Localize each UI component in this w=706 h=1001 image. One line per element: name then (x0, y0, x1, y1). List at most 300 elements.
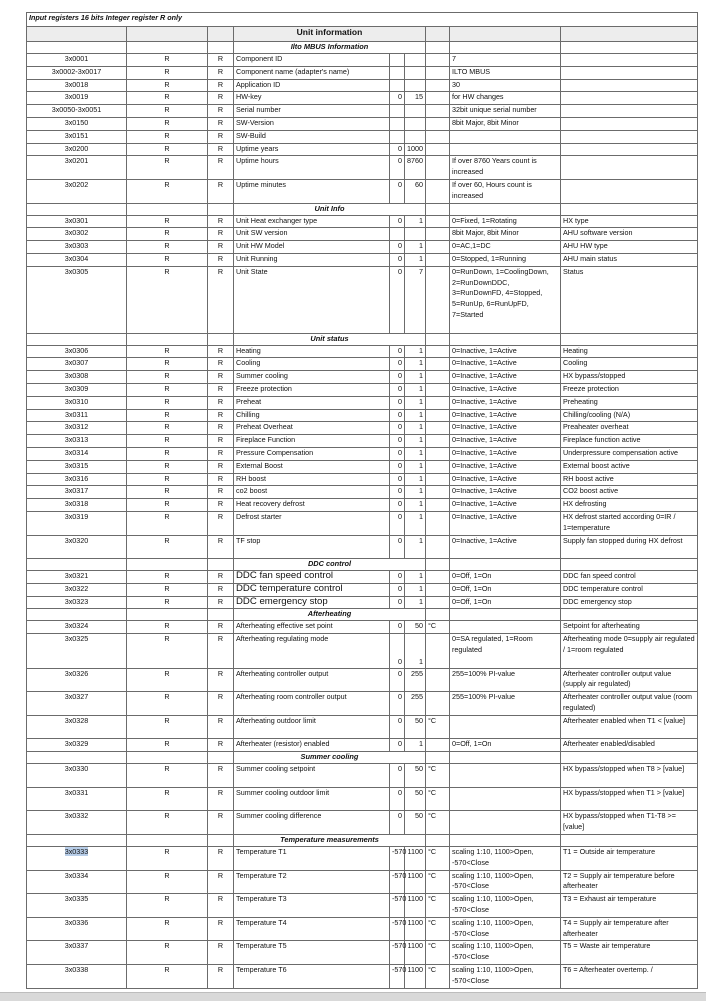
access-mode: R (208, 486, 234, 499)
access-mode: R (208, 473, 234, 486)
max-value: 1 (405, 371, 426, 384)
unit (426, 739, 450, 752)
access-type: R (127, 54, 208, 67)
value-description: for HW changes (450, 92, 561, 105)
register-name: Temperature T5 (234, 941, 390, 965)
register-address (27, 621, 127, 634)
empty-cell (127, 333, 208, 345)
access-mode: R (208, 668, 234, 692)
max-value: 1100 (405, 965, 426, 989)
empty-cell (208, 203, 234, 215)
min-value: 0 (390, 383, 405, 396)
register-address (27, 668, 127, 692)
register-note: Heating (561, 345, 698, 358)
access-type: R (127, 917, 208, 941)
register-address-text[interactable]: 3x0001 (64, 54, 89, 63)
register-name: Unit Running (234, 253, 390, 266)
register-address (27, 847, 127, 871)
register-address-text[interactable]: 3x0322 (64, 583, 89, 593)
max-value (405, 228, 426, 241)
access-mode: R (208, 571, 234, 584)
register-address-text[interactable]: 3x0313 (64, 435, 89, 445)
value-description: 0=Off, 1=On (450, 583, 561, 596)
max-value: 1 (405, 215, 426, 228)
register-address (27, 894, 127, 918)
register-address-text[interactable]: 3x0326 (64, 668, 89, 678)
max-value: 1100 (405, 847, 426, 871)
register-address (27, 941, 127, 965)
access-type: R (127, 894, 208, 918)
register-row (27, 583, 698, 596)
register-name: Afterheater (resistor) enabled (234, 739, 390, 752)
access-mode: R (208, 179, 234, 203)
section-row (27, 333, 698, 345)
empty-cell (208, 559, 234, 571)
register-address-text[interactable]: 3x0336 (64, 917, 89, 927)
min-value (390, 66, 405, 79)
value-description: 0=Inactive, 1=Active (450, 499, 561, 512)
register-address-text[interactable]: 3x0314 (64, 447, 89, 457)
register-name: Freeze protection (234, 383, 390, 396)
empty-cell (450, 42, 561, 54)
register-address-text[interactable]: 3x0308 (64, 371, 89, 381)
access-type: R (127, 460, 208, 473)
empty-cell (127, 609, 208, 621)
register-row (27, 941, 698, 965)
register-note (561, 117, 698, 130)
min-value: -570 (390, 870, 405, 894)
register-address-text[interactable]: 3x0050-3x0051 (51, 105, 102, 115)
access-type: R (127, 847, 208, 871)
register-address-text[interactable]: 3x0331 (64, 787, 89, 797)
register-address-text[interactable]: 3x0317 (64, 486, 89, 496)
value-description: scaling 1:10, 1100>Open, -570<Close (450, 847, 561, 871)
section-title: Unit Info (234, 203, 426, 215)
max-value (405, 79, 426, 92)
register-name: Preheat (234, 396, 390, 409)
unit (426, 66, 450, 79)
register-row (27, 179, 698, 203)
access-mode: R (208, 422, 234, 435)
max-value: 50 (405, 621, 426, 634)
max-value: 1 (405, 499, 426, 512)
register-address-text[interactable]: 3x0151 (64, 130, 89, 140)
register-address-text[interactable]: 3x0201 (64, 156, 89, 166)
register-name: Afterheating regulating mode (234, 634, 390, 668)
register-name: Unit HW Model (234, 241, 390, 254)
unit: °C (426, 621, 450, 634)
empty-cell (208, 609, 234, 621)
register-note: Afterheater controller output value (room regulated) (561, 692, 698, 716)
sheet-title-row (27, 13, 698, 27)
horizontal-scrollbar[interactable] (0, 992, 706, 1001)
register-table (26, 12, 698, 989)
unit (426, 156, 450, 180)
register-name: RH boost (234, 473, 390, 486)
access-mode: R (208, 266, 234, 333)
register-name: DDC temperature control (234, 583, 390, 596)
register-row (27, 253, 698, 266)
register-address (27, 92, 127, 105)
max-value: 1 (405, 739, 426, 752)
min-value: 0 (390, 764, 405, 788)
access-type: R (127, 345, 208, 358)
value-description: 0=SA regulated, 1=Room regulated (450, 634, 561, 668)
access-mode: R (208, 105, 234, 118)
register-row (27, 473, 698, 486)
register-address (27, 634, 127, 668)
access-mode: R (208, 130, 234, 143)
max-value: 1 (405, 383, 426, 396)
access-type: R (127, 965, 208, 989)
register-address-text[interactable]: 3x0320 (64, 535, 89, 545)
register-address (27, 156, 127, 180)
value-description: 8bit Major, 8bit Minor (450, 117, 561, 130)
access-type: R (127, 811, 208, 835)
register-note: T1 = Outside air temperature (561, 847, 698, 871)
register-address-text[interactable]: 3x0328 (64, 715, 89, 725)
register-note: DDC temperature control (561, 583, 698, 596)
access-mode: R (208, 215, 234, 228)
register-note: HX defrost started according 0=IR / 1=temperature (561, 511, 698, 535)
max-value: 50 (405, 787, 426, 811)
unit (426, 79, 450, 92)
register-row (27, 66, 698, 79)
empty-cell (450, 752, 561, 764)
register-note: Chilling/cooling (N/A) (561, 409, 698, 422)
unit: °C (426, 847, 450, 871)
value-description (450, 130, 561, 143)
register-name: Preheat Overheat (234, 422, 390, 435)
register-address-text[interactable]: 3x0316 (64, 473, 89, 483)
register-address-text[interactable]: 3x0323 (64, 596, 89, 606)
value-description: 0=Inactive, 1=Active (450, 383, 561, 396)
value-description: 0=Inactive, 1=Active (450, 473, 561, 486)
max-value (405, 54, 426, 67)
register-row (27, 228, 698, 241)
register-row (27, 511, 698, 535)
access-type: R (127, 179, 208, 203)
min-value: 0 (390, 143, 405, 156)
register-address-text[interactable]: 3x0303 (64, 241, 89, 251)
access-type: R (127, 358, 208, 371)
value-description: scaling 1:10, 1100>Open, -570<Close (450, 917, 561, 941)
min-value: -570 (390, 965, 405, 989)
access-type: R (127, 435, 208, 448)
register-address-text[interactable]: 3x0330 (64, 764, 89, 774)
unit: °C (426, 894, 450, 918)
register-row (27, 571, 698, 584)
register-address-text[interactable]: 3x0332 (64, 811, 89, 821)
access-type: R (127, 143, 208, 156)
max-value: 1 (405, 571, 426, 584)
access-mode: R (208, 583, 234, 596)
register-address-text[interactable]: 3x0319 (64, 511, 89, 521)
register-address-text[interactable]: 3x0318 (64, 499, 89, 509)
min-value: 0 (390, 460, 405, 473)
empty-cell (208, 835, 234, 847)
register-address-text[interactable]: 3x0315 (64, 460, 89, 470)
empty-cell (450, 835, 561, 847)
register-address (27, 460, 127, 473)
register-address (27, 435, 127, 448)
register-address-text[interactable]: 3x0305 (64, 266, 89, 276)
value-description: 0=Stopped, 1=Running (450, 253, 561, 266)
empty-cell (208, 333, 234, 345)
access-mode: R (208, 447, 234, 460)
register-note: HX bypass/stopped when T8 > [value] (561, 764, 698, 788)
register-name: Summer cooling (234, 371, 390, 384)
min-value (390, 79, 405, 92)
register-name: Temperature T6 (234, 965, 390, 989)
empty-cell (450, 333, 561, 345)
register-name: Heat recovery defrost (234, 499, 390, 512)
register-address (27, 54, 127, 67)
register-address-text[interactable]: 3x0327 (64, 692, 89, 702)
value-description: 0=RunDown, 1=CoolingDown, 2=RunDownDDC, 3=RunDownFD, 4=Stopped, 5=RunUp, 6=RunUpFD, 7=Started (450, 266, 561, 333)
register-address-text[interactable]: 3x0321 (64, 571, 89, 581)
empty-cell (127, 203, 208, 215)
unit: °C (426, 764, 450, 788)
value-description (450, 143, 561, 156)
unit (426, 634, 450, 668)
max-value: 8760 (405, 156, 426, 180)
value-description: 0=Inactive, 1=Active (450, 511, 561, 535)
register-address-text[interactable]: 3x0334 (64, 870, 89, 880)
unit (426, 241, 450, 254)
register-address-text[interactable]: 3x0002-3x0017 (51, 66, 102, 76)
register-note: HX bypass/stopped (561, 371, 698, 384)
access-type: R (127, 422, 208, 435)
access-mode: R (208, 92, 234, 105)
max-value: 1 (405, 409, 426, 422)
empty-cell (127, 752, 208, 764)
min-value: 0 (390, 811, 405, 835)
unit (426, 460, 450, 473)
max-value: 1 (405, 422, 426, 435)
register-note: Status (561, 266, 698, 333)
access-type: R (127, 79, 208, 92)
max-value: 50 (405, 764, 426, 788)
access-type: R (127, 715, 208, 739)
register-address-text[interactable]: 3x0337 (64, 941, 89, 951)
register-note (561, 156, 698, 180)
register-address-text[interactable]: 3x0311 (64, 409, 89, 419)
access-mode: R (208, 894, 234, 918)
register-name: SW-Version (234, 117, 390, 130)
min-value (390, 117, 405, 130)
value-description (450, 621, 561, 634)
value-description: 255=100% PI-value (450, 668, 561, 692)
register-address-text[interactable]: 3x0018 (64, 79, 89, 89)
value-description: 0=Off, 1=On (450, 596, 561, 609)
register-name: Uptime minutes (234, 179, 390, 203)
unit (426, 692, 450, 716)
register-note: HX bypass/stopped when T1 > [value] (561, 787, 698, 811)
unit (426, 105, 450, 118)
empty-cell (561, 559, 698, 571)
access-mode: R (208, 460, 234, 473)
min-value: -570 (390, 894, 405, 918)
register-note: CO2 boost active (561, 486, 698, 499)
access-type: R (127, 511, 208, 535)
min-value: 0 (390, 156, 405, 180)
min-value: 0 (390, 435, 405, 448)
register-name: SW-Build (234, 130, 390, 143)
register-row (27, 79, 698, 92)
register-address-text[interactable]: 3x0019 (64, 92, 89, 102)
register-row (27, 396, 698, 409)
register-row (27, 117, 698, 130)
register-name: Application ID (234, 79, 390, 92)
register-address-text[interactable]: 3x0307 (64, 358, 89, 368)
access-type: R (127, 473, 208, 486)
register-address-text[interactable]: 3x0333 (64, 847, 89, 857)
register-row (27, 105, 698, 118)
value-description: 32bit unique serial number (450, 105, 561, 118)
register-address-text[interactable]: 3x0309 (64, 383, 89, 393)
value-description: 0=Inactive, 1=Active (450, 396, 561, 409)
access-type: R (127, 156, 208, 180)
register-address (27, 739, 127, 752)
unit (426, 422, 450, 435)
register-note: T6 = Afterheater overtemp. / (561, 965, 698, 989)
register-row (27, 54, 698, 67)
register-name: Temperature T4 (234, 917, 390, 941)
register-address-text[interactable]: 3x0302 (64, 228, 89, 238)
min-value: 0 (390, 371, 405, 384)
register-note: Afterheater enabled when T1 < [value] (561, 715, 698, 739)
access-type: R (127, 535, 208, 559)
empty-cell (561, 42, 698, 54)
unit (426, 435, 450, 448)
min-value: 0 (390, 447, 405, 460)
register-address (27, 583, 127, 596)
register-address-text[interactable]: 3x0338 (64, 965, 89, 974)
unit (426, 409, 450, 422)
empty-cell (127, 559, 208, 571)
max-value: 1100 (405, 941, 426, 965)
value-description: 0=Off, 1=On (450, 739, 561, 752)
register-row (27, 870, 698, 894)
access-mode: R (208, 511, 234, 535)
access-type: R (127, 371, 208, 384)
value-description: 8bit Major, 8bit Minor (450, 228, 561, 241)
access-type: R (127, 499, 208, 512)
empty-cell (426, 752, 450, 764)
max-value: 1 (405, 473, 426, 486)
register-address-text[interactable]: 3x0329 (64, 739, 89, 749)
value-description: scaling 1:10, 1100>Open, -570<Close (450, 941, 561, 965)
register-name: Serial number (234, 105, 390, 118)
unit (426, 535, 450, 559)
register-note (561, 92, 698, 105)
empty-cell (27, 333, 127, 345)
register-address-text[interactable]: 3x0310 (64, 396, 89, 406)
empty-cell (450, 203, 561, 215)
register-name: Uptime hours (234, 156, 390, 180)
register-address-text[interactable]: 3x0150 (64, 117, 89, 127)
access-mode: R (208, 941, 234, 965)
register-address (27, 143, 127, 156)
access-mode: R (208, 535, 234, 559)
access-type: R (127, 447, 208, 460)
access-type: R (127, 596, 208, 609)
register-address-text[interactable]: 3x0301 (64, 215, 89, 225)
register-address-text[interactable]: 3x0325 (64, 634, 89, 644)
register-name: Temperature T2 (234, 870, 390, 894)
register-address-text[interactable]: 3x0304 (64, 253, 89, 263)
unit: °C (426, 965, 450, 989)
register-row (27, 215, 698, 228)
access-mode: R (208, 634, 234, 668)
value-description: scaling 1:10, 1100>Open, -570<Close (450, 894, 561, 918)
min-value: 0 (390, 345, 405, 358)
register-note: T4 = Supply air temperature after afterheater (561, 917, 698, 941)
register-address (27, 396, 127, 409)
min-value: 0 (390, 358, 405, 371)
register-name: Heating (234, 345, 390, 358)
register-row (27, 535, 698, 559)
max-value: 60 (405, 179, 426, 203)
value-description (450, 715, 561, 739)
min-value (390, 228, 405, 241)
section-title: DDC control (234, 559, 426, 571)
register-address (27, 105, 127, 118)
register-name: DDC emergency stop (234, 596, 390, 609)
unit: °C (426, 870, 450, 894)
register-address-text[interactable]: 3x0335 (64, 894, 89, 904)
register-name: Summer cooling difference (234, 811, 390, 835)
register-row (27, 266, 698, 333)
register-address (27, 215, 127, 228)
register-row (27, 894, 698, 918)
register-address-text[interactable]: 3x0324 (64, 621, 89, 631)
register-note: DDC fan speed control (561, 571, 698, 584)
register-note: RH boost active (561, 473, 698, 486)
min-value: 0 (390, 739, 405, 752)
access-mode: R (208, 435, 234, 448)
register-name: Afterheating controller output (234, 668, 390, 692)
register-name: Summer cooling outdoor limit (234, 787, 390, 811)
register-row (27, 692, 698, 716)
register-row (27, 383, 698, 396)
register-name: Chilling (234, 409, 390, 422)
register-address (27, 499, 127, 512)
register-address-text[interactable]: 3x0200 (64, 143, 89, 153)
access-mode: R (208, 241, 234, 254)
register-address (27, 965, 127, 989)
empty-cell (426, 333, 450, 345)
register-address-text[interactable]: 3x0202 (64, 179, 89, 189)
register-address-text[interactable]: 3x0312 (64, 422, 89, 432)
section-row (27, 609, 698, 621)
min-value (390, 105, 405, 118)
value-description: ILTO MBUS (450, 66, 561, 79)
min-value: 0 (390, 787, 405, 811)
unit (426, 358, 450, 371)
register-row (27, 621, 698, 634)
max-value: 1 (405, 486, 426, 499)
empty-cell (27, 559, 127, 571)
min-value: 0 (390, 634, 405, 668)
register-row (27, 715, 698, 739)
sheet-title: Input registers 16 bits Integer register R only (27, 13, 698, 27)
value-description (450, 787, 561, 811)
register-address-text[interactable]: 3x0306 (64, 345, 89, 355)
register-name: Fireplace Function (234, 435, 390, 448)
register-name: Unit Heat exchanger type (234, 215, 390, 228)
